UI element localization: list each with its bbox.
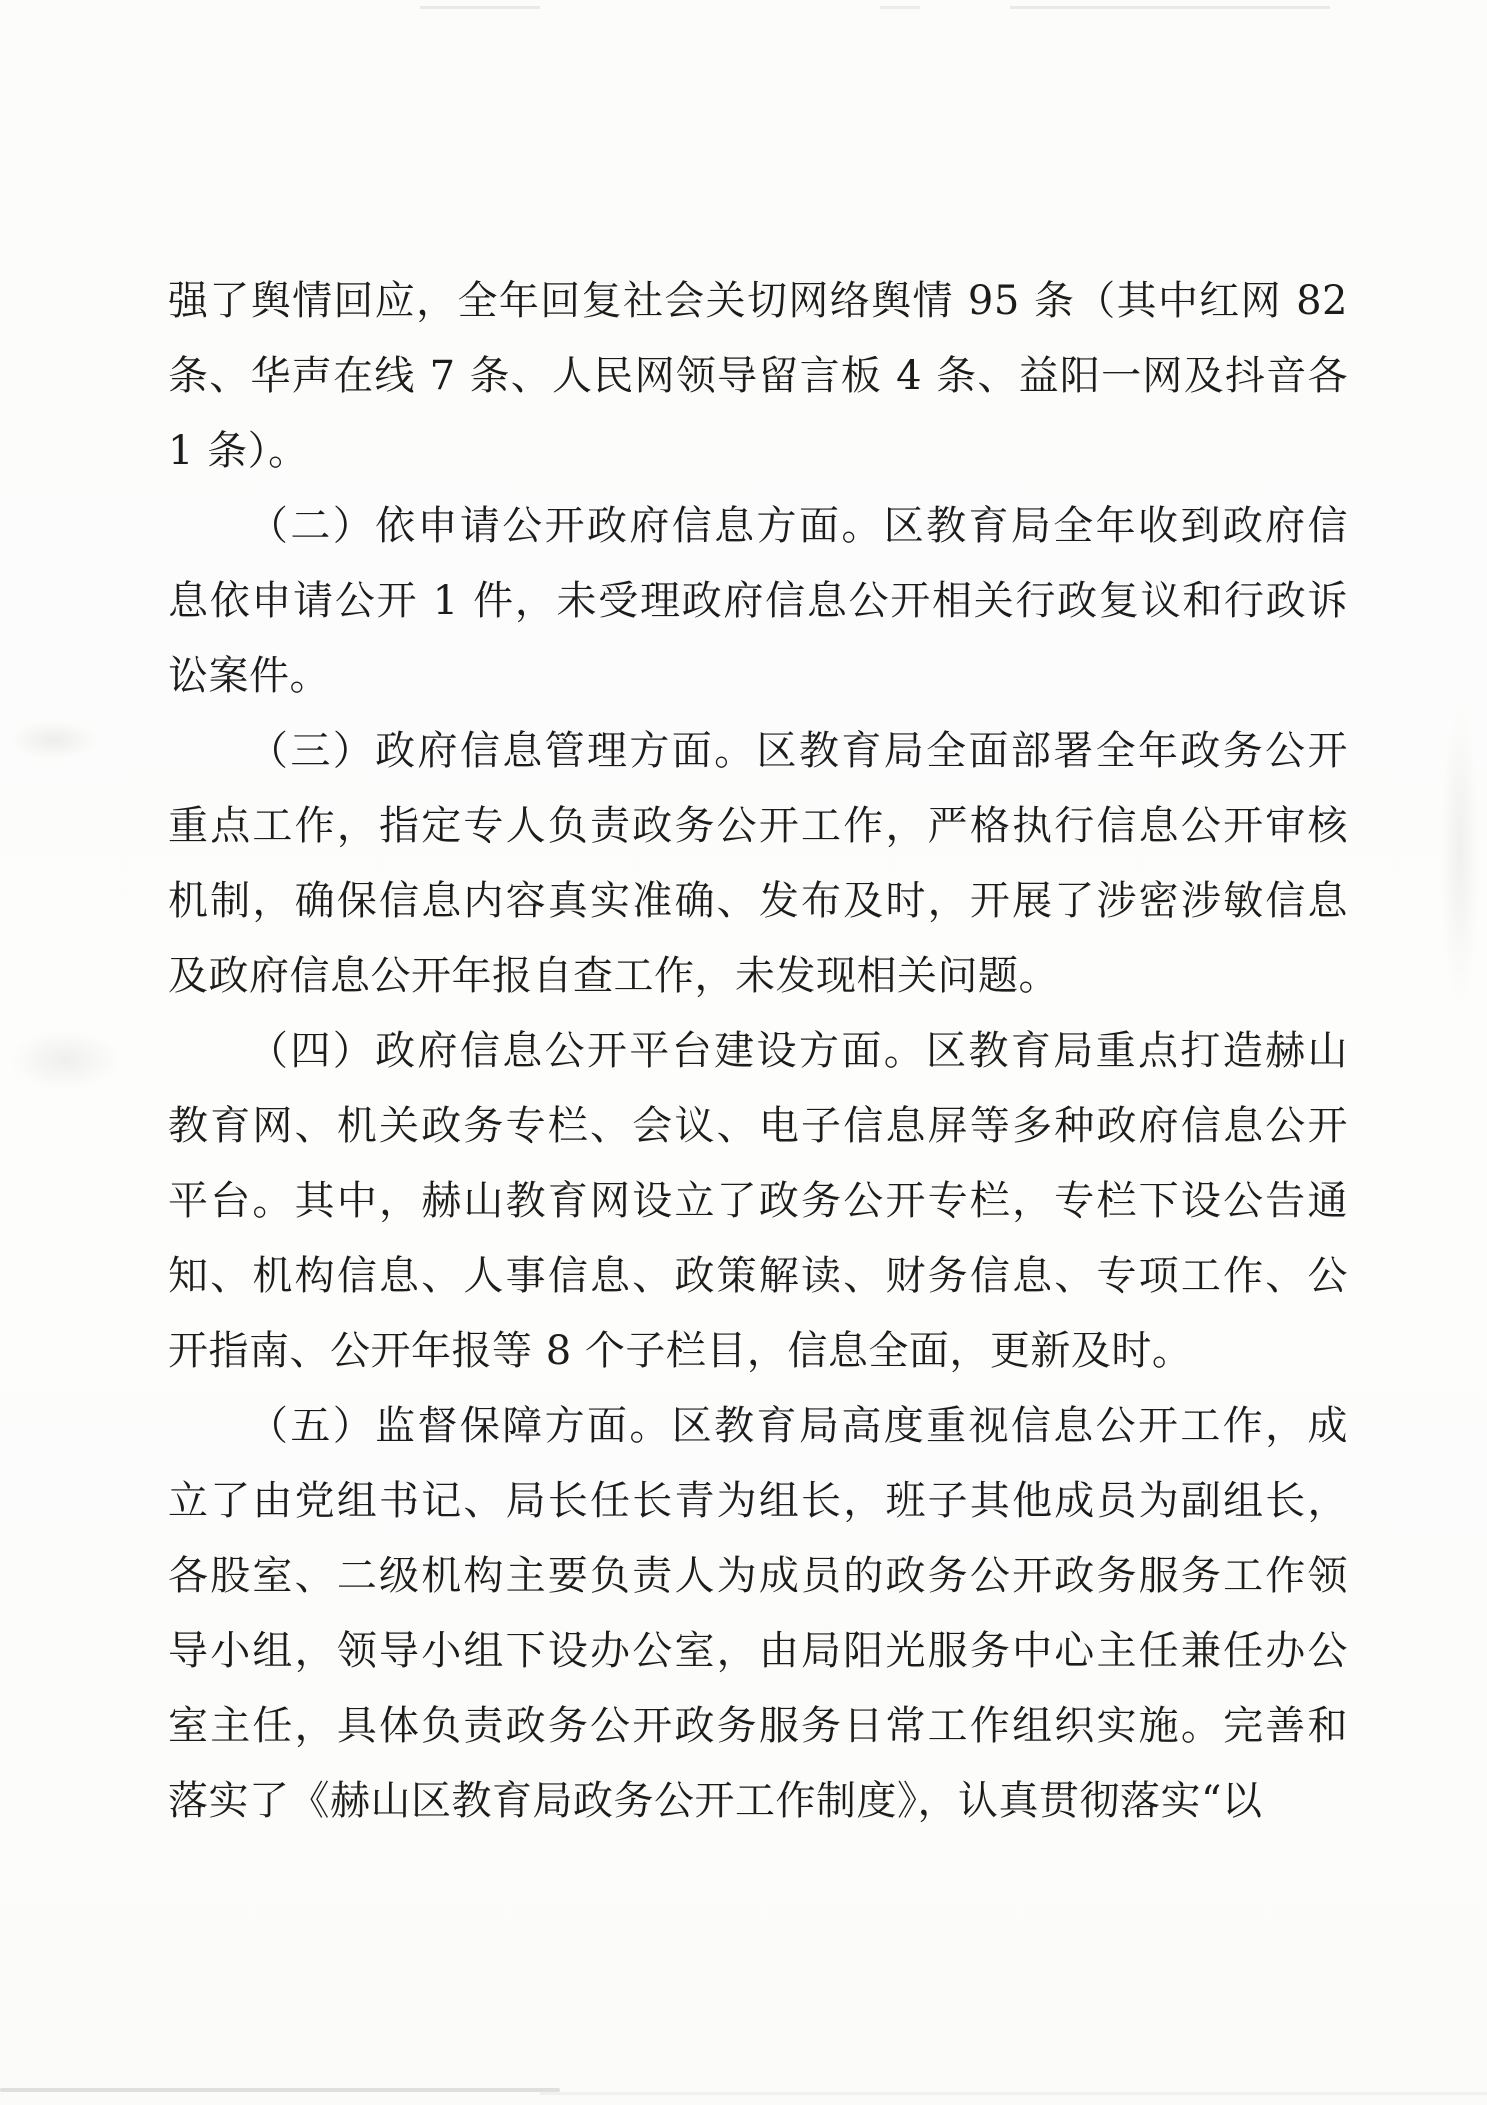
text-line-19: 导小组，领导小组下设办公室，由局阳光服务中心主任兼任办公	[168, 1628, 1348, 1674]
text-line-17: 立了由党组书记、局长任长青为组长，班子其他成员为副组长，	[168, 1478, 1348, 1524]
scan-artifact	[1440, 700, 1480, 1000]
document-body	[168, 264, 1348, 1839]
text-line-4: （二）依申请公开政府信息方面。区教育局全年收到政府信	[248, 503, 1348, 549]
scan-artifact	[540, 2092, 1487, 2095]
text-line-13: 平台。其中，赫山教育网设立了政务公开专栏，专栏下设公告通	[168, 1178, 1348, 1224]
text-line-18: 各股室、二级机构主要负责人为成员的政务公开政务服务工作领	[168, 1553, 1348, 1599]
text-line-12: 教育网、机关政务专栏、会议、电子信息屏等多种政府信息公开	[168, 1103, 1348, 1149]
text-line-1: 强了舆情回应，全年回复社会关切网络舆情 95 条（其中红网 82	[168, 278, 1348, 324]
scan-artifact	[0, 2088, 560, 2092]
scan-artifact	[420, 6, 540, 9]
text-line-14: 知、机构信息、人事信息、政策解读、财务信息、专项工作、公	[168, 1253, 1348, 1299]
text-line-11: （四）政府信息公开平台建设方面。区教育局重点打造赫山	[248, 1028, 1348, 1074]
scan-artifact	[1010, 6, 1330, 9]
text-line-20: 室主任，具体负责政务公开政务服务日常工作组织实施。完善和	[168, 1703, 1348, 1749]
text-line-21: 落实了《赫山区教育局政务公开工作制度》，认真贯彻落实“以	[168, 1778, 1263, 1824]
scan-artifact	[8, 720, 98, 760]
text-line-9: 机制，确保信息内容真实准确、发布及时，开展了涉密涉敏信息	[168, 878, 1348, 924]
scan-artifact	[10, 1030, 120, 1090]
text-line-3: 1 条）。	[168, 428, 309, 474]
text-line-8: 重点工作，指定专人负责政务公开工作，严格执行信息公开审核	[168, 803, 1348, 849]
text-line-15: 开指南、公开年报等 8 个子栏目，信息全面，更新及时。	[168, 1328, 1193, 1374]
text-line-2: 条、华声在线 7 条、人民网领导留言板 4 条、益阳一网及抖音各	[168, 353, 1348, 399]
text-line-6: 讼案件。	[168, 653, 330, 699]
text-line-5: 息依申请公开 1 件，未受理政府信息公开相关行政复议和行政诉	[168, 578, 1348, 624]
text-line-10: 及政府信息公开年报自查工作，未发现相关问题。	[168, 953, 1059, 999]
text-line-7: （三）政府信息管理方面。区教育局全面部署全年政务公开	[248, 728, 1348, 774]
text-line-16: （五）监督保障方面。区教育局高度重视信息公开工作，成	[248, 1403, 1348, 1449]
scan-artifact	[880, 6, 920, 9]
